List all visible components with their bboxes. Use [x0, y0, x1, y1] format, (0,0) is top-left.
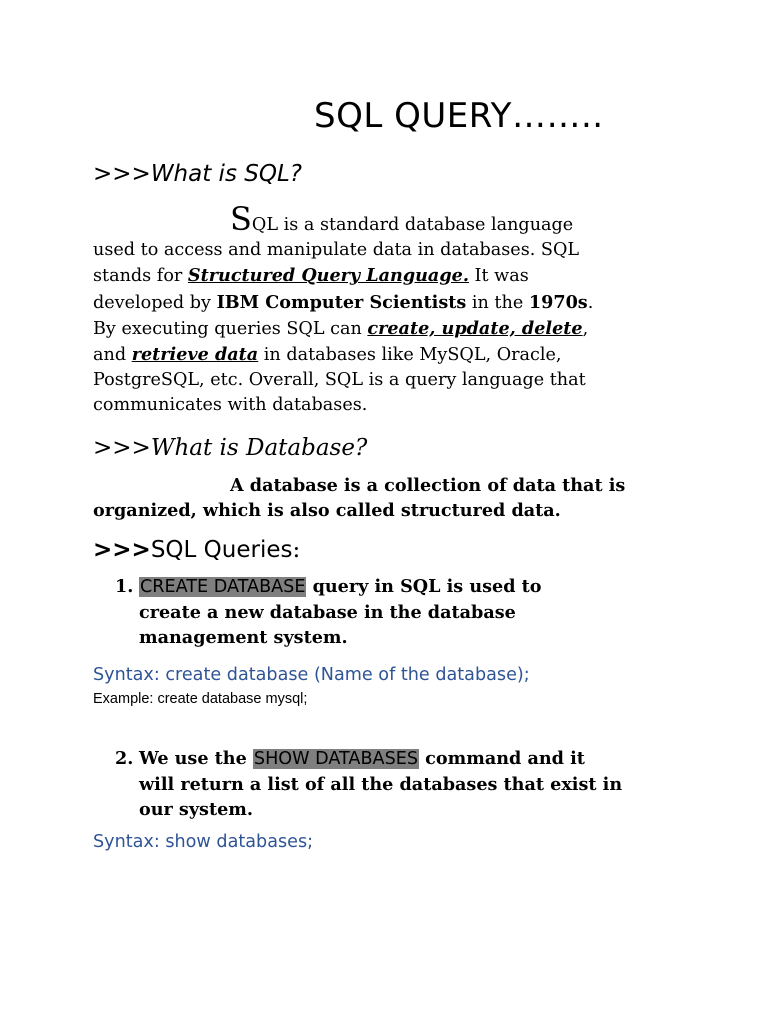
heading-what-is-sql: >>>What is SQL?	[93, 161, 302, 187]
list-item-line: create a new database in the database	[139, 602, 516, 624]
list-item-line: management system.	[139, 627, 348, 649]
list-item-text: query in SQL is used to	[306, 576, 542, 597]
structured-query-language-emphasis: Structured Query Language.	[187, 265, 469, 287]
syntax-show-databases: Syntax: show databases;	[93, 832, 314, 852]
sql-para-line-6	[93, 368, 693, 393]
list-number: 1.	[115, 576, 134, 597]
year-bold-text: 1970s	[528, 291, 588, 313]
sql-para-line-4	[93, 316, 693, 342]
list-item-line	[139, 574, 695, 600]
sql-para-text: It was	[468, 266, 529, 287]
sql-description-paragraph	[93, 200, 693, 419]
list-item-show-databases	[115, 746, 695, 823]
list-item-text: We use the	[139, 748, 253, 769]
list-item-body	[139, 574, 695, 651]
sql-para-text: communicates with databases.	[93, 395, 368, 416]
list-item-create-database	[115, 574, 695, 651]
show-databases-highlight: SHOW DATABASES	[253, 749, 419, 769]
list-item-body	[139, 746, 695, 823]
create-database-highlight: CREATE DATABASE	[140, 577, 306, 597]
list-item-text: command and it	[419, 748, 585, 769]
sql-para-text: PostgreSQL, etc. Overall, SQL is a query language that	[93, 370, 586, 391]
list-item-line: our system.	[139, 799, 254, 821]
sql-para-line-7	[93, 393, 693, 418]
sql-para-text: developed by	[93, 292, 217, 313]
dropcap-letter: S	[230, 200, 252, 238]
list-item-line: will return a list of all the databases that exist in	[139, 774, 623, 796]
retrieve-data-emphasis: retrieve data	[131, 344, 259, 366]
sql-para-text: .	[587, 292, 594, 313]
database-para-line-0: A database is a collection of data that is	[230, 475, 626, 496]
heading-colon: :	[292, 537, 301, 563]
sql-para-text: used to access and manipulate data in databases. SQL	[93, 240, 580, 261]
example-create-database: Example: create database mysql;	[93, 691, 308, 707]
database-para-line-1: organized, which is also called structured data.	[93, 500, 561, 522]
update-emphasis: update,	[441, 317, 522, 339]
list-number: 2.	[115, 748, 134, 769]
sql-para-line-1	[93, 238, 693, 263]
sql-para-text: in the	[466, 292, 529, 313]
heading-what-is-database: >>>What is Database?	[93, 435, 368, 461]
ibm-bold-text: IBM Computer Scientists	[216, 291, 467, 313]
sql-para-line-5	[93, 342, 693, 368]
create-emphasis: create,	[367, 317, 442, 339]
sql-para-text: By executing queries SQL can	[93, 318, 368, 339]
sql-para-text: and	[93, 345, 132, 366]
sql-para-text: stands for	[93, 266, 188, 287]
sql-para-line-0-text: QL is a standard database language	[251, 215, 574, 235]
heading-sql-queries	[93, 535, 300, 565]
heading-text: SQL Queries	[150, 537, 293, 563]
sql-para-line-3	[93, 290, 693, 316]
list-item-line	[139, 746, 695, 772]
sql-para-text: ,	[582, 318, 589, 339]
sql-para-line-2	[93, 263, 693, 289]
heading-prefix: >>>	[93, 537, 151, 563]
sql-para-text: in databases like MySQL, Oracle,	[258, 345, 562, 366]
sql-para-line-0	[93, 200, 693, 238]
document-title: SQL QUERY……..	[314, 96, 604, 136]
syntax-create-database: Syntax: create database (Name of the database);	[93, 665, 530, 685]
delete-emphasis: delete	[521, 317, 583, 339]
database-definition-paragraph	[93, 473, 693, 523]
